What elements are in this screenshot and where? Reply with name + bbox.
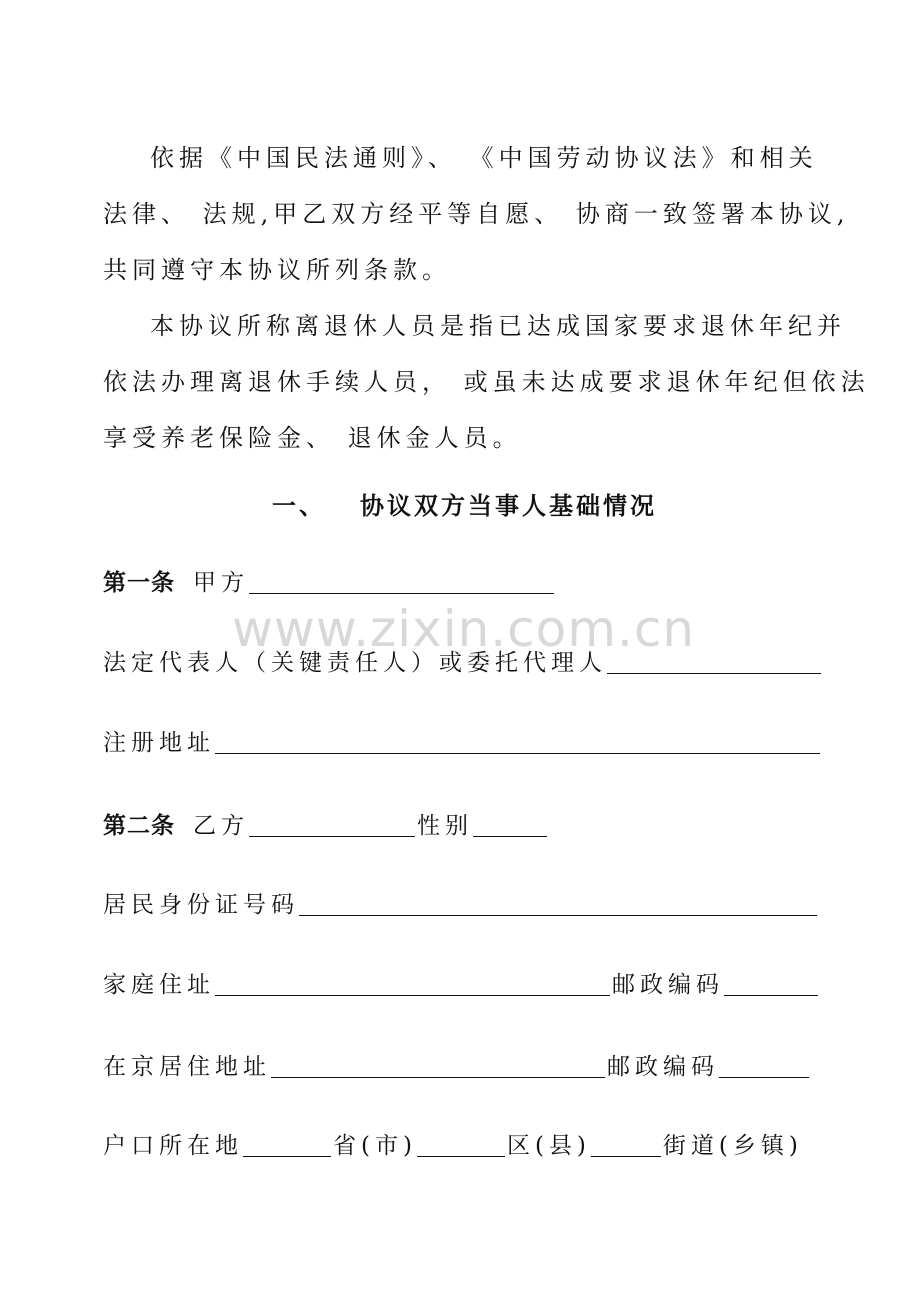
watermark: www.zixin.com.cn [232,600,696,658]
party-a-label: 甲方 [193,570,249,596]
hukou-row [103,1131,803,1161]
beijing-postcode-field[interactable] [719,1055,809,1078]
representative-row [103,648,823,678]
home-postcode-label: 邮政编码 [612,972,724,998]
hukou-label: 户口所在地 [103,1133,243,1159]
intro-paragraph-1-line-3: 共同遵守本协议所列条款。 [103,256,451,284]
gender-field[interactable] [473,814,547,837]
article-1-label: 第一条 [103,570,175,596]
intro-paragraph-1-line-2: 法律、 法规,甲乙双方经平等自愿、 协商一致签署本协议, [103,200,850,228]
party-b-field[interactable] [249,814,415,837]
registered-address-label: 注册地址 [103,730,215,756]
beijing-address-label: 在京居住地址 [103,1054,271,1080]
hukou-district-field[interactable] [417,1134,505,1157]
gender-label: 性别 [417,813,473,839]
representative-label: 法定代表人（关键责任人）或委托代理人 [103,650,607,676]
intro-paragraph-2-line-1: 本协议所称离退休人员是指已达成国家要求退休年纪并 [150,312,846,340]
id-number-label: 居民身份证号码 [103,892,299,918]
intro-paragraph-2-line-2: 依法办理离退休手续人员， 或虽未达成要求退休年纪但依法 [103,368,870,396]
registered-address-row [103,728,822,758]
beijing-postcode-label: 邮政编码 [607,1054,719,1080]
home-address-label: 家庭住址 [103,972,215,998]
party-a-field[interactable] [249,571,554,594]
party-b-label: 乙方 [193,813,249,839]
hukou-province-field[interactable] [243,1134,331,1157]
id-number-field[interactable] [299,893,817,916]
home-postcode-field[interactable] [724,973,818,996]
id-number-row [103,890,819,920]
hukou-street-field[interactable] [591,1134,661,1157]
home-address-row [103,970,820,1000]
street-label: 街道(乡镇) [662,1133,803,1159]
article-2-party-row [103,811,549,841]
section-number: 一、 [272,492,326,520]
representative-field[interactable] [607,651,821,674]
intro-paragraph-2-line-3: 享受养老保险金、 退休金人员。 [103,424,522,452]
section-heading [272,486,657,521]
section-title: 协议双方当事人基础情况 [360,492,657,520]
district-label: 区(县) [506,1133,591,1159]
beijing-address-row [103,1052,811,1082]
province-label: 省(市) [333,1133,417,1159]
intro-paragraph-1-line-1: 依据《中国民法通则》、 《中国劳动协议法》和相关 [150,144,818,172]
article-1-party-row [103,568,556,598]
beijing-address-field[interactable] [271,1055,605,1078]
registered-address-field[interactable] [215,731,820,754]
article-2-label: 第二条 [103,813,175,839]
home-address-field[interactable] [215,973,610,996]
